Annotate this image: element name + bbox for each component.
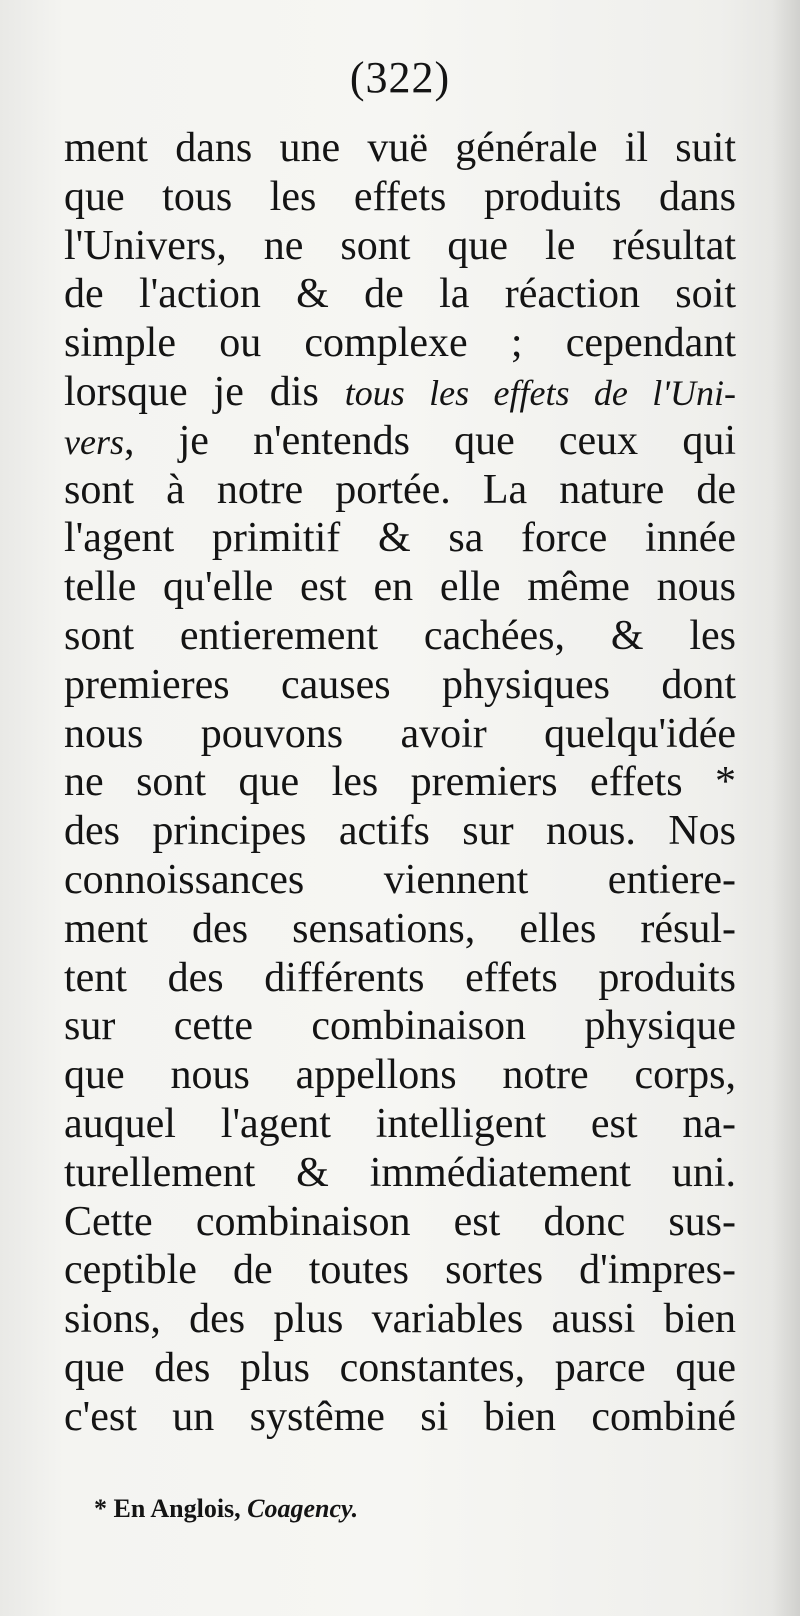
line-text: c'est un systême si bien combiné: [64, 1393, 736, 1440]
text-line: [64, 905, 736, 954]
line-text: sions, des plus variables aussi bien: [64, 1296, 736, 1343]
text-line: [64, 1295, 736, 1344]
line-text: turellement & immédiatement uni.: [64, 1149, 736, 1196]
italic-text: vers: [64, 421, 124, 462]
page-edge-shadow: [772, 0, 800, 1616]
text-line: [64, 1149, 736, 1198]
line-text: ne sont que les premiers effets *: [64, 759, 736, 806]
text-line: [64, 368, 736, 417]
text-line: [64, 661, 736, 710]
italic-text: tous les effets de l'Uni-: [344, 372, 736, 413]
text-line: [64, 124, 736, 173]
line-text: telle qu'elle est en elle même nous: [64, 564, 736, 611]
text-line: [64, 758, 736, 807]
line-text: que tous les effets produits dans: [64, 173, 736, 220]
text-line: [64, 466, 736, 515]
footnote-text: En Anglois,: [113, 1494, 248, 1523]
line-text: nous pouvons avoir quelqu'idée: [64, 710, 736, 757]
line-text: tent des différents effets produits: [64, 954, 736, 1001]
footnote-marker: *: [94, 1494, 114, 1523]
text-line: [64, 856, 736, 905]
text-line: [64, 319, 736, 368]
line-text: l'Univers, ne sont que le résultat: [64, 222, 736, 269]
line-text: , je n'entends que ceux qui: [123, 417, 736, 464]
line-text: des principes actifs sur nous. Nos: [64, 808, 736, 855]
text-line: [64, 1051, 736, 1100]
line-text: sur cette combinaison physique: [64, 1003, 736, 1050]
text-line: [64, 1344, 736, 1393]
line-text: simple ou complexe ; cependant: [64, 320, 736, 367]
text-line: [64, 1246, 736, 1295]
page-number: (322): [349, 53, 451, 102]
line-text: sont à notre portée. La nature de: [64, 466, 736, 513]
text-line: [64, 222, 736, 271]
line-text: sont entierement cachées, & les: [64, 612, 736, 659]
text-line: [64, 1393, 736, 1442]
text-line: [64, 563, 736, 612]
line-text: ceptible de toutes sortes d'impres-: [64, 1247, 736, 1294]
line-text: Cette combinaison est donc sus-: [64, 1198, 736, 1245]
text-line: [64, 514, 736, 563]
text-line: [64, 1100, 736, 1149]
line-text: ment dans une vuë générale il suit: [64, 125, 736, 171]
text-line: [64, 417, 736, 466]
line-text: auquel l'agent intelligent est na-: [64, 1100, 736, 1147]
text-line: [64, 173, 736, 222]
line-text: que des plus constantes, parce que: [64, 1344, 736, 1391]
line-text: connoissances viennent entiere-: [64, 856, 736, 903]
line-text: que nous appellons notre corps,: [64, 1052, 736, 1099]
text-line: [64, 612, 736, 661]
footnote: [94, 1494, 358, 1524]
line-text: premieres causes physiques dont: [64, 661, 736, 708]
line-text: l'agent primitif & sa force innée: [64, 515, 736, 562]
text-line: [64, 270, 736, 319]
body-text: [64, 124, 736, 1442]
text-line: [64, 1198, 736, 1247]
footnote-italic-term: Coagency.: [247, 1494, 359, 1523]
text-line: [64, 954, 736, 1003]
line-text: de l'action & de la réaction soit: [64, 271, 736, 318]
line-text: lorsque je dis: [64, 368, 345, 415]
text-line: [64, 710, 736, 759]
text-line: [64, 807, 736, 856]
text-line: [64, 1002, 736, 1051]
line-text: ment des sensations, elles résul-: [64, 905, 736, 952]
